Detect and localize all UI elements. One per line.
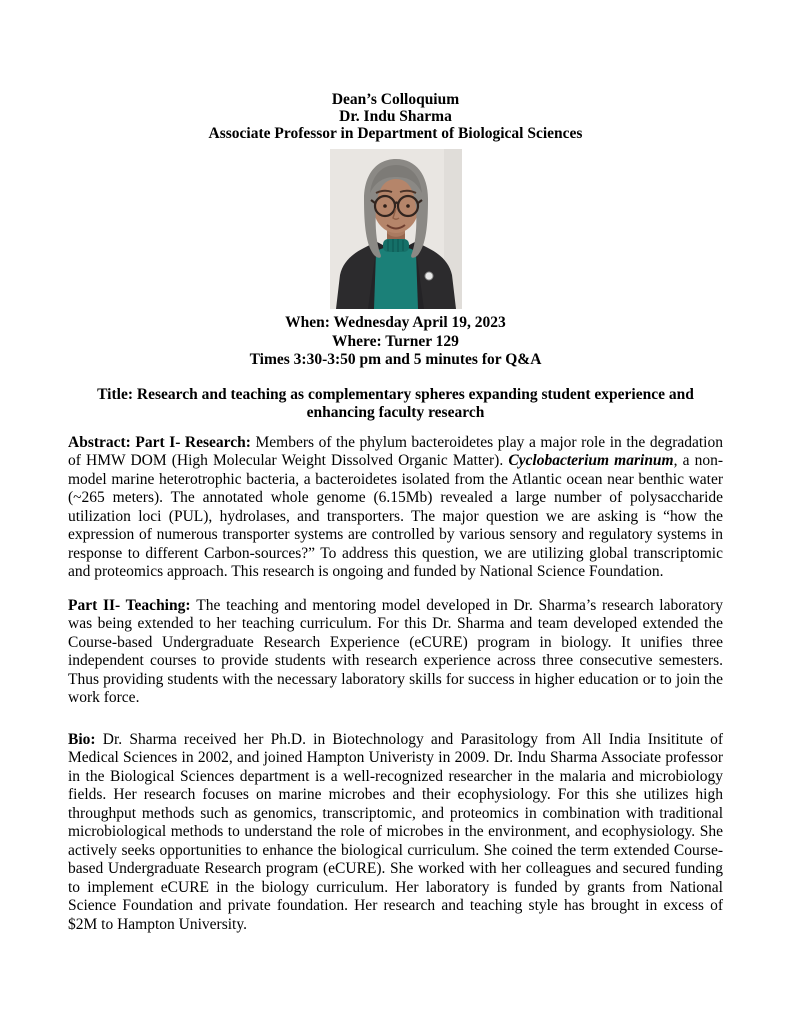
abstract-paragraph: Abstract: Part I- Research: Members of the phylum bacteroidetes play a major role in the degradation of HMW DOM (High Molecular Weight Dissolved Organic Matter). Cyclobacterium marinum, a non-model marine heterotrophic bacteria, a bacteroidetes isolated from the Atlantic ocean near benthic water (~265 meters). The annotated whole genome (6.15Mb) revealed a large number of polysaccharide utilization loci (PUL), hydrolases, and transporters. The major question we are asking is “how the expression of numerous transporter systems are controlled by various sensory and regulatory systems in response to different Carbon-sources?” To address this question, we are utilizing global transcriptomic and proteomics approach. This research is ongoing and funded by National Science Foundation. [68,433,724,581]
event-where: Where: Turner 129 [332,332,459,350]
speaker-role: Associate Professor in Department of Biological Sciences [208,124,583,142]
speaker-portrait-illustration [330,149,462,309]
teaching-paragraph: Part II- Teaching: The teaching and mentoring model developed in Dr. Sharma’s research laboratory was being extended to her teaching curriculum. For this Dr. Sharma and team developed extended the Course-based Undergraduate Research Experience (eCURE) program in biology. It unifies three independent courses to provide students with research experience across three consecutive semesters. Thus providing students with the necessary laboratory skills for success in higher education or to join the work force. [68,596,723,707]
speaker-photo [330,149,462,309]
event-times: Times 3:30-3:50 pm and 5 minutes for Q&A [249,351,542,369]
speaker-name: Dr. Indu Sharma [339,107,452,125]
talk-title: Title: Research and teaching as complementary spheres expanding student experience and enhancing faculty research [97,385,694,421]
event-when: When: Wednesday April 19, 2023 [285,314,506,332]
colloquium-heading: Dean’s Colloquium [331,91,460,108]
bio-paragraph: Bio: Dr. Sharma received her Ph.D. in Biotechnology and Parasitology from All India Insititute of Medical Sciences in 2002, and joined Hampton Univeristy in 2009. Dr. Indu Sharma Associate professor in the Biological Sciences department is a well-recognized researcher in the malaria and microbiology fields. Her research focuses on marine microbes and their ecophysiology. For this she utilizes high throughput methods such as genomics, transcriptomic, and proteomics in combination with traditional microbiological methods to understand the role of microbes in the environment, and ecophysiology. She actively seeks opportunities to enhance the biological curriculum. She coined the term extended Course-based Undergraduate Research program (eCURE). She worked with her colleagues and secured funding to implement eCURE in the biology curriculum. Her laboratory is funded by grants from National Science Foundation and private foundation. Her research and teaching style has brought in excess of $2M to Hampton University. [68,730,723,933]
event-details [68,314,723,370]
